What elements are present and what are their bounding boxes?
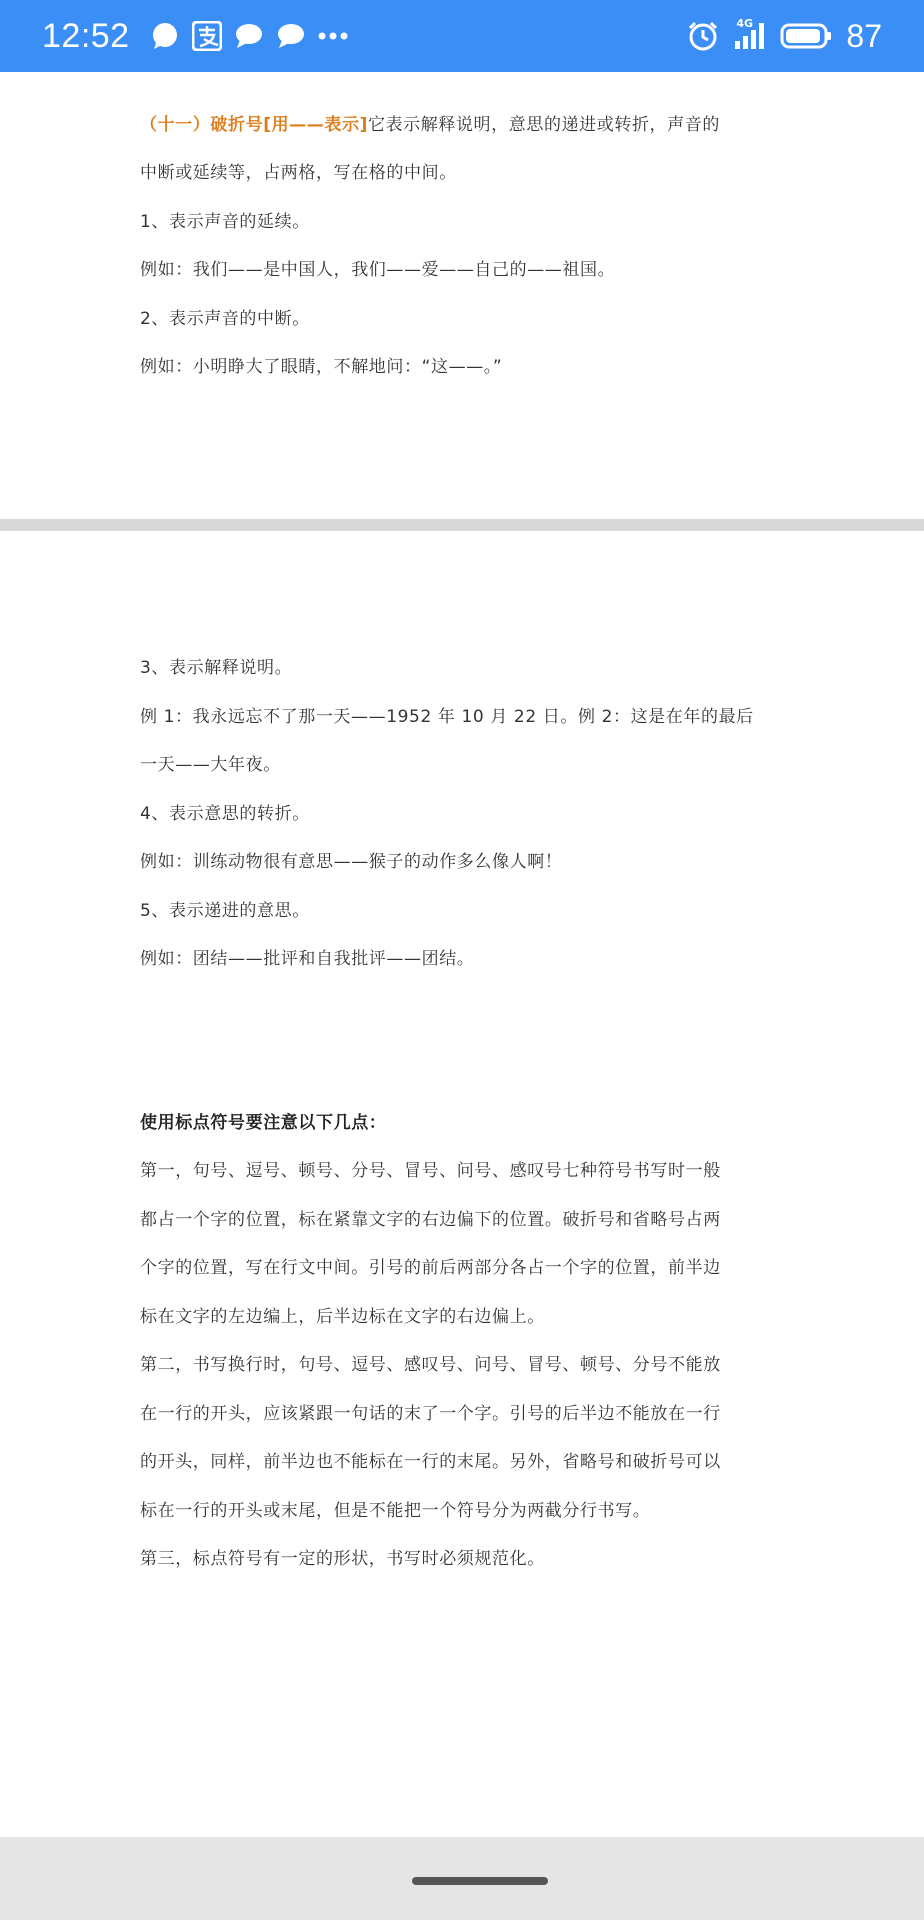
- battery-level: 87: [846, 17, 882, 54]
- list-item: 4、表示意思的转折。: [140, 804, 310, 824]
- notes-line: 第三，标点符号有一定的形状，书写时必须规范化。: [140, 1549, 545, 1569]
- example-line: 例如：训练动物很有意思——猴子的动作多么像人啊！: [140, 852, 563, 872]
- more-dots-icon: [318, 31, 348, 41]
- notes-line: 都占一个字的位置，标在紧靠文字的右边偏下的位置。破折号和省略号占两: [140, 1210, 721, 1230]
- notes-heading: 使用标点符号要注意以下几点：: [140, 1113, 387, 1133]
- example-line: 例如：小明睁大了眼睛，不解地问：“这——。”: [140, 357, 503, 377]
- heading-line-text: 它表示解释说明，意思的递进或转折，声音的: [367, 115, 720, 135]
- home-gesture-handle[interactable]: [412, 1877, 548, 1885]
- message-icon: [234, 22, 264, 50]
- notes-line: 个字的位置，写在行文中间。引号的前后两部分各占一个字的位置，前半边: [140, 1258, 721, 1278]
- notes-line: 标在文字的左边编上，后半边标在文字的右边偏上。: [140, 1307, 545, 1327]
- notes-line: 第一，句号、逗号、顿号、分号、冒号、问号、感叹号七种符号书写时一般: [140, 1161, 721, 1181]
- alarm-icon: [686, 19, 720, 53]
- notes-line: 第二，书写换行时，句号、逗号、感叹号、问号、冒号、顿号、分号不能放: [140, 1355, 721, 1375]
- navigation-bar: [0, 1837, 924, 1920]
- example-line: 例 1：我永远忘不了那一天——1952 年 10 月 22 日。例 2：这是在年的最后: [140, 707, 754, 727]
- network-type: 4G: [736, 17, 754, 30]
- battery-icon: [780, 23, 832, 49]
- example-line: 例如：我们——是中国人，我们——爱——自己的——祖国。: [140, 260, 616, 280]
- notes-line: 在一行的开头，应该紧跟一句话的末了一个字。引号的后半边不能放在一行: [140, 1404, 721, 1424]
- page-divider: [0, 519, 924, 531]
- signal-icon: [732, 17, 768, 51]
- paragraph-line: 中断或延续等，占两格，写在格的中间。: [140, 163, 457, 183]
- list-item: 2、表示声音的中断。: [140, 309, 310, 329]
- status-bar-right: [680, 18, 882, 55]
- notes-line: 的开头，同样，前半边也不能标在一行的末尾。另外，省略号和破折号可以: [140, 1452, 721, 1472]
- chat-bubble-icon: [150, 21, 180, 51]
- section-heading: （十一）破折号[用——表示]: [140, 115, 368, 135]
- example-line: 一天——大年夜。: [140, 755, 281, 775]
- paragraph-line: [140, 113, 720, 137]
- status-bar-left: [42, 17, 354, 56]
- message-icon: [276, 22, 306, 50]
- clock: 12:52: [42, 16, 130, 55]
- list-item: 1、表示声音的延续。: [140, 212, 310, 232]
- example-line: 例如：团结——批评和自我批评——团结。: [140, 949, 475, 969]
- notes-line: 标在一行的开头或末尾，但是不能把一个符号分为两截分行书写。: [140, 1501, 651, 1521]
- document-page-1: [0, 72, 924, 519]
- status-bar: [0, 0, 924, 72]
- document-page-2: [0, 531, 924, 1837]
- list-item: 5、表示递进的意思。: [140, 901, 310, 921]
- alipay-icon: [192, 21, 222, 51]
- list-item: 3、表示解释说明。: [140, 658, 293, 678]
